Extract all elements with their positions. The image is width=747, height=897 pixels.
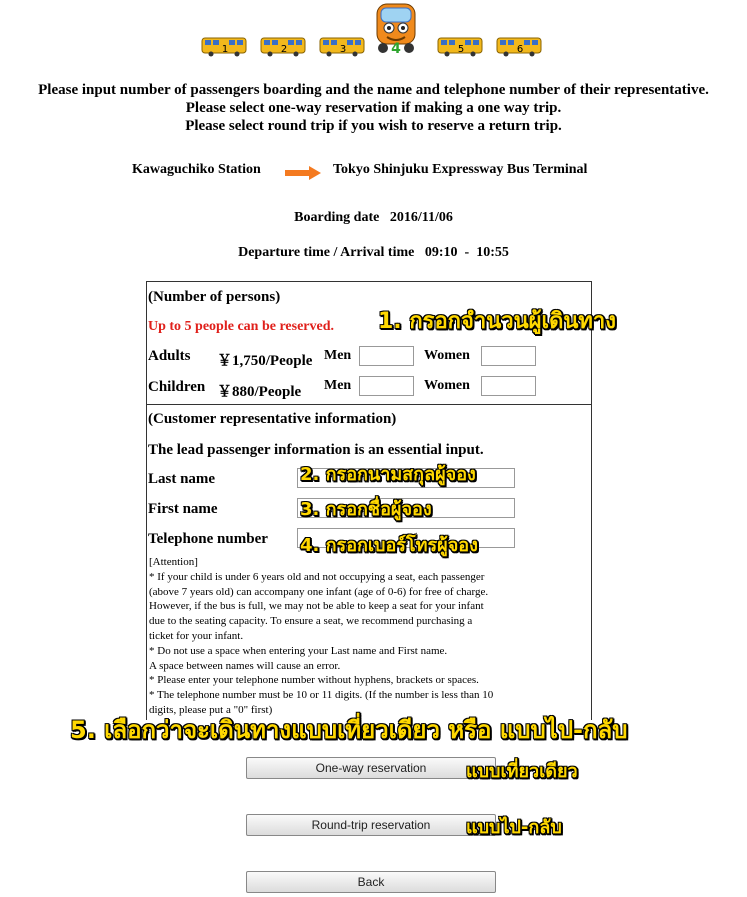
roundtrip-reservation-button[interactable]: Round-trip reservation	[246, 814, 496, 836]
bus-step-icon	[260, 37, 306, 57]
annotation-step-1: 1. กรอกจำนวนผู้เดินทาง	[378, 309, 617, 334]
boarding-date: Boarding date 2016/11/06	[294, 210, 453, 225]
annotation-step-4: 4. กรอกเบอร์โทรผู้จอง	[300, 535, 478, 556]
adults-women-input[interactable]	[481, 346, 536, 366]
attention-line: * Please enter your telephone number without hyphens, brackets or spaces.	[149, 674, 479, 687]
attention-line: * If your child is under 6 years old and not occupying a seat, each passenger	[149, 570, 485, 583]
adults-label: Adults	[148, 348, 191, 364]
intro-line: Please select round trip if you wish to reserve a return trip.	[185, 118, 562, 134]
customer-panel	[146, 404, 592, 720]
lead-note: The lead passenger information is an essential input.	[148, 442, 484, 458]
telephone-label: Telephone number	[148, 531, 268, 547]
oneway-reservation-button[interactable]: One-way reservation	[246, 757, 496, 779]
last-name-label: Last name	[148, 471, 216, 487]
women-label: Women	[424, 378, 470, 393]
persons-panel	[146, 281, 592, 405]
attention-line: due to the seating capacity. To ensure a seat, we recommend purchasing a	[149, 615, 473, 628]
svg-text:5: 5	[457, 44, 465, 55]
svg-text:3: 3	[339, 44, 347, 55]
annotation-step-2: 2. กรอกนามสกุลผู้จอง	[300, 464, 476, 485]
limit-note: Up to 5 people can be reserved.	[148, 319, 334, 334]
attention-line: [Attention]	[149, 556, 198, 568]
customer-title: (Customer representative information)	[148, 411, 397, 427]
attention-line: * The telephone number must be 10 or 11 digits. (If the number is less than 10	[149, 689, 494, 702]
back-button[interactable]: Back	[246, 871, 496, 893]
route-origin: Kawaguchiko Station	[132, 162, 261, 177]
departure-arrival-time: Departure time / Arrival time 09:10 - 10:55	[238, 245, 509, 260]
women-label: Women	[424, 348, 470, 363]
attention-line: However, if the bus is full, we may not be able to keep a seat for your infant	[149, 600, 484, 613]
persons-title: (Number of persons)	[148, 289, 281, 305]
bus-step-icon	[201, 37, 247, 57]
bus-mascot-icon	[371, 0, 421, 58]
route-destination: Tokyo Shinjuku Expressway Bus Terminal	[333, 162, 588, 177]
attention-line: (above 7 years old) can accompany one infant (age of 0-6) for free of charge.	[149, 585, 489, 598]
children-price: ￥880/People	[217, 384, 302, 400]
men-label: Men	[324, 348, 352, 363]
intro-line: Please input number of passengers boarding and the name and telephone number of their representative.	[38, 82, 709, 98]
annotation-step-5: 5. เลือกว่าจะเดินทางแบบเที่ยวเดียว หรือ แบบไป-กลับ	[70, 716, 628, 744]
intro-line: Please select one-way reservation if making a one way trip.	[185, 100, 562, 116]
men-label: Men	[324, 378, 352, 393]
attention-line: A space between names will cause an error.	[149, 659, 341, 672]
attention-line: * Do not use a space when entering your Last name and First name.	[149, 644, 448, 657]
adults-price: ￥1,750/People	[217, 353, 313, 369]
children-men-input[interactable]	[359, 376, 414, 396]
bus-step-icon	[319, 37, 365, 57]
annotation-step-3: 3. กรอกชื่อผู้จอง	[300, 499, 432, 520]
children-label: Children	[148, 379, 206, 395]
bus-step-icon	[496, 37, 542, 57]
attention-line: ticket for your infant.	[149, 629, 244, 642]
bus-step-icon	[437, 37, 483, 57]
adults-men-input[interactable]	[359, 346, 414, 366]
first-name-label: First name	[148, 501, 218, 517]
svg-text:2: 2	[280, 44, 288, 55]
svg-text:1: 1	[221, 44, 229, 55]
attention-notes	[149, 555, 559, 718]
attention-line: digits, please put a "0" first)	[149, 703, 273, 716]
svg-text:6: 6	[516, 44, 524, 55]
svg-text:4: 4	[391, 41, 401, 57]
annotation-roundtrip: แบบไป-กลับ	[466, 817, 562, 838]
arrow-right-icon	[283, 165, 323, 186]
children-women-input[interactable]	[481, 376, 536, 396]
annotation-oneway: แบบเที่ยวเดียว	[466, 761, 578, 782]
